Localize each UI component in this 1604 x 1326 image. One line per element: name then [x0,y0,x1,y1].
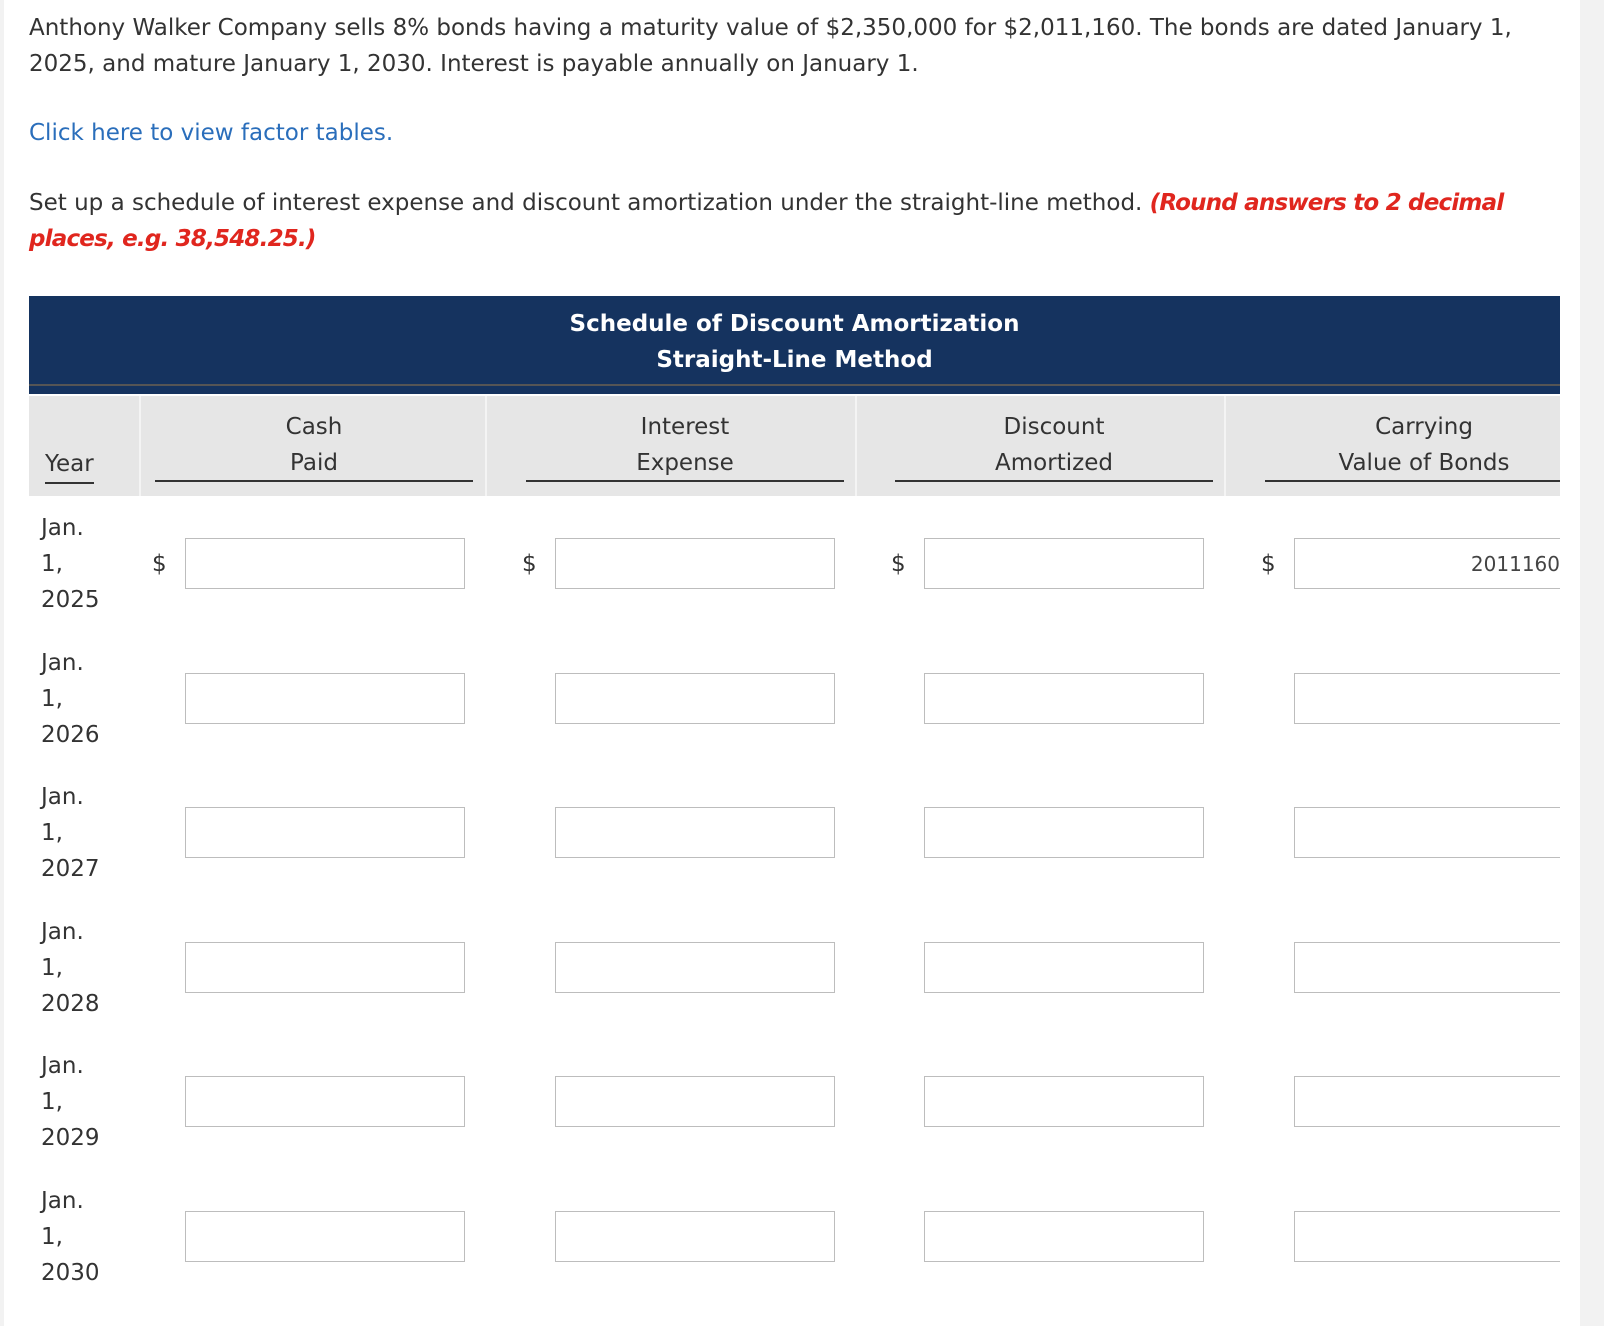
instruction-body: Set up a schedule of interest expense and discount amortization under the straight-line method. [29,190,1143,216]
dollar-sign: $ [522,551,537,577]
year-day: 1, [41,686,63,712]
year-day: 1, [41,955,63,981]
interest-expense-input-2025[interactable] [555,538,835,589]
discount-amortized-header-line1: Discount [1003,414,1105,440]
year-month: Jan. [41,784,84,810]
carrying-value-input-2025[interactable] [1294,538,1560,589]
cash-paid-header-line1: Cash [285,414,343,440]
discount-amortized-header-line2: Amortized [995,450,1113,476]
year-day: 1, [41,1089,63,1115]
year-label-2028 [41,914,121,1022]
interest-expense-header-rule [526,480,844,482]
cash-paid-header-rule [155,480,473,482]
cash-paid-header [155,409,473,481]
year-label-2025 [41,510,121,618]
column-separator [855,396,857,496]
discount-amortized-input-2028[interactable] [924,942,1204,993]
year-month: Jan. [41,650,84,676]
year-month: Jan. [41,1188,84,1214]
year-number: 2026 [41,722,100,748]
interest-expense-header-line2: Expense [636,450,734,476]
instruction-text [29,185,1559,257]
carrying-value-input-2030[interactable] [1294,1211,1560,1262]
cash-paid-input-2029[interactable] [185,1076,465,1127]
schedule-title-bar [29,296,1560,394]
cash-paid-input-2026[interactable] [185,673,465,724]
carrying-value-header [1265,409,1583,481]
discount-amortized-header [895,409,1213,481]
column-separator [1224,396,1226,496]
carrying-value-header-rule [1265,480,1560,482]
schedule-title: Schedule of Discount Amortization [569,311,1020,337]
discount-amortized-header-rule [895,480,1213,482]
year-day: 1, [41,820,63,846]
cash-paid-input-2028[interactable] [185,942,465,993]
carrying-value-input-2029[interactable] [1294,1076,1560,1127]
interest-expense-input-2028[interactable] [555,942,835,993]
carrying-value-input-2026[interactable] [1294,673,1560,724]
year-month: Jan. [41,515,84,541]
year-number: 2030 [41,1260,100,1286]
discount-amortized-input-2030[interactable] [924,1211,1204,1262]
dollar-sign: $ [891,551,906,577]
dollar-sign: $ [1261,551,1276,577]
interest-expense-header [526,409,844,481]
year-column-header: Year [45,446,94,484]
carrying-value-header-line1: Carrying [1375,414,1473,440]
year-number: 2028 [41,991,100,1017]
year-label-2029 [41,1048,121,1156]
carrying-value-input-2027[interactable] [1294,807,1560,858]
left-margin [0,0,4,1326]
cash-paid-header-line2: Paid [290,450,338,476]
interest-expense-input-2029[interactable] [555,1076,835,1127]
dollar-sign: $ [152,551,167,577]
year-number: 2025 [41,587,100,613]
discount-amortized-input-2029[interactable] [924,1076,1204,1127]
interest-expense-header-line1: Interest [640,414,730,440]
schedule-subtitle: Straight-Line Method [656,347,933,373]
discount-amortized-input-2025[interactable] [924,538,1204,589]
column-separator [139,396,141,496]
discount-amortized-input-2027[interactable] [924,807,1204,858]
cash-paid-input-2025[interactable] [185,538,465,589]
column-separator [485,396,487,496]
year-month: Jan. [41,919,84,945]
cash-paid-input-2030[interactable] [185,1211,465,1262]
interest-expense-input-2026[interactable] [555,673,835,724]
year-month: Jan. [41,1053,84,1079]
cash-paid-input-2027[interactable] [185,807,465,858]
year-label-2030 [41,1183,121,1291]
factor-tables-link[interactable]: Click here to view factor tables. [29,120,394,146]
year-day: 1, [41,551,63,577]
discount-amortized-input-2026[interactable] [924,673,1204,724]
title-divider [29,384,1560,386]
year-label-2026 [41,645,121,753]
interest-expense-input-2030[interactable] [555,1211,835,1262]
problem-statement: Anthony Walker Company sells 8% bonds having a maturity value of $2,350,000 for $2,011,160. The bonds are dated January 1, 2025, and mature January 1, 2030. Interest is payable annually on January 1. [29,15,1512,77]
year-day: 1, [41,1224,63,1250]
year-label-2027 [41,779,121,887]
interest-expense-input-2027[interactable] [555,807,835,858]
scrollbar-track[interactable] [1580,0,1604,1326]
carrying-value-input-2028[interactable] [1294,942,1560,993]
year-number: 2027 [41,856,100,882]
year-number: 2029 [41,1125,100,1151]
carrying-value-header-line2: Value of Bonds [1338,450,1510,476]
rounding-note: (Round answers to 2 decimal places, e.g. 38,548.25.) [29,190,1504,252]
